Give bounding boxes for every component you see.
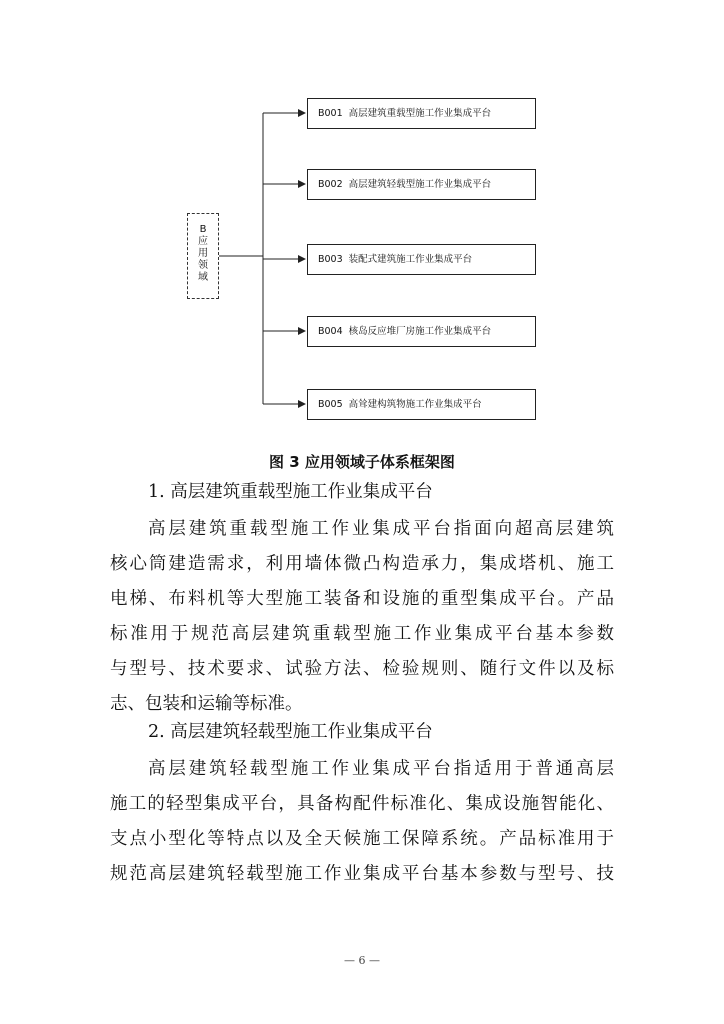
body-line: 高层建筑重载型施工作业集成平台指面向超高层建筑 [148, 519, 614, 539]
node-code: B004 [318, 326, 343, 337]
root-node-application-domain [187, 213, 219, 299]
root-label-char: 领 [198, 260, 208, 271]
connector-lines [0, 0, 724, 440]
node-label: 高耸建构筑物施工作业集成平台 [348, 399, 482, 410]
section-body-2 [110, 752, 614, 892]
body-line: 志、包装和运输等标准。 [110, 694, 303, 714]
body-line: 与型号、技术要求、试验方法、检验规则、随行文件以及标 [110, 659, 614, 679]
body-line: 标准用于规范高层建筑重载型施工作业集成平台基本参数 [110, 624, 614, 644]
section-heading-1: 1. 高层建筑重载型施工作业集成平台 [148, 482, 433, 502]
node-label: 高层建筑重载型施工作业集成平台 [348, 108, 492, 119]
page-number: — 6 — [344, 954, 380, 967]
application-domain-diagram [0, 0, 724, 440]
body-line: 支点小型化等特点以及全天候施工保障系统。产品标准用于 [110, 829, 614, 849]
node-code: B002 [318, 179, 343, 190]
node-b001 [307, 98, 536, 129]
root-label-char: 应 [198, 236, 208, 247]
root-label-char: B [199, 224, 207, 235]
node-b004 [307, 316, 536, 347]
node-code: B005 [318, 399, 343, 410]
body-line: 核心筒建造需求，利用墙体微凸构造承力，集成塔机、施工 [110, 554, 614, 574]
node-b002 [307, 169, 536, 200]
node-b003 [307, 244, 536, 275]
section-heading-2: 2. 高层建筑轻载型施工作业集成平台 [148, 722, 433, 742]
node-label: 装配式建筑施工作业集成平台 [348, 254, 473, 265]
root-label-char: 用 [198, 248, 208, 259]
body-line: 电梯、布料机等大型施工装备和设施的重型集成平台。产品 [110, 589, 614, 609]
body-line: 规范高层建筑轻载型施工作业集成平台基本参数与型号、技 [110, 864, 614, 884]
node-code: B001 [318, 108, 343, 119]
node-label: 高层建筑轻载型施工作业集成平台 [348, 179, 492, 190]
node-label: 核岛反应堆厂房施工作业集成平台 [348, 326, 492, 337]
root-label-char: 域 [198, 272, 208, 283]
figure-caption: 图 3 应用领域子体系框架图 [269, 453, 455, 471]
node-b005 [307, 389, 536, 420]
section-body-1 [110, 512, 614, 722]
node-code: B003 [318, 254, 343, 265]
body-line: 施工的轻型集成平台，具备构配件标准化、集成设施智能化、 [110, 794, 614, 814]
body-line: 高层建筑轻载型施工作业集成平台指适用于普通高层 [148, 759, 614, 779]
